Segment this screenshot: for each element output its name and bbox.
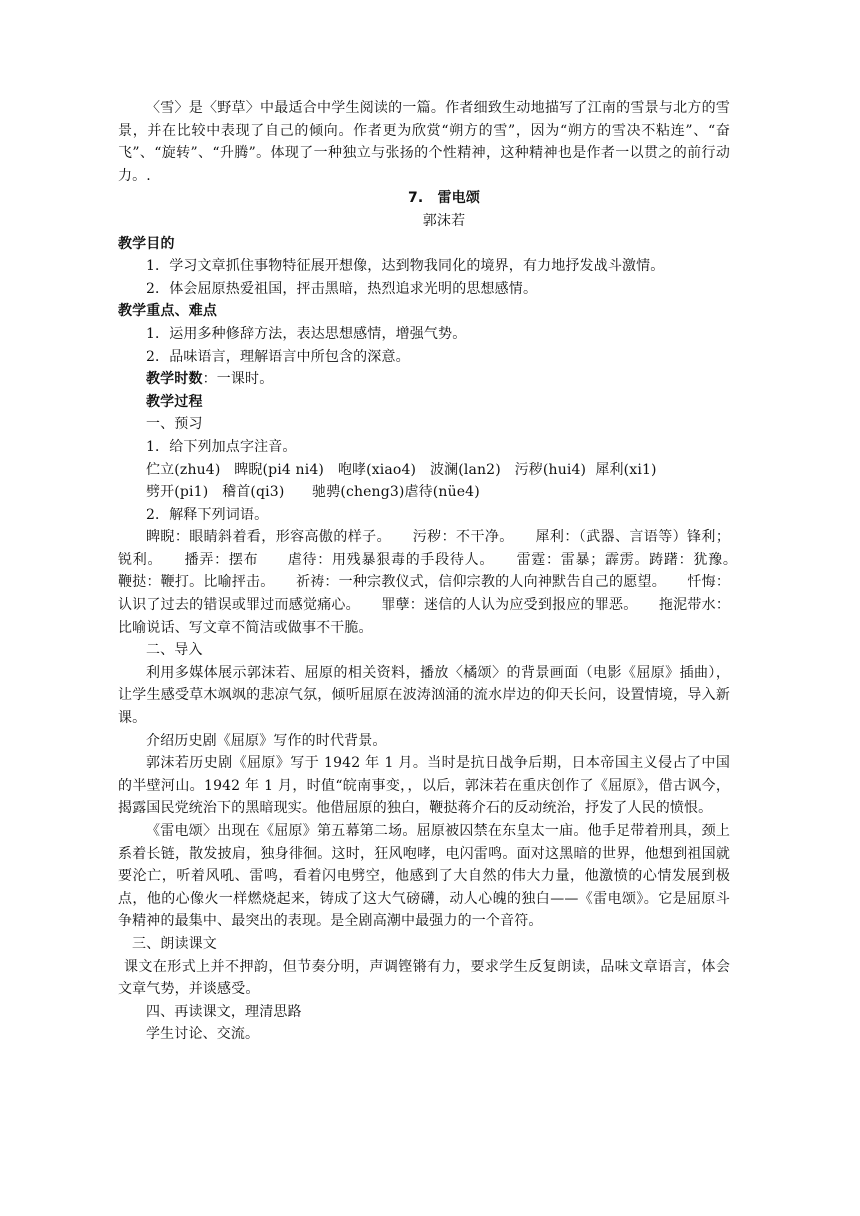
introduction-paragraph: 《雷电颂〉出现在《屈原》第五幕第二场。屈原被囚禁在东皇太一庙。他手足带着刑具，颈上系着长链，散发披肩，独身徘徊。这时，狂风咆哮，电闪雷鸣。面对这黑暗的世界，他想到祖国就要沦亡，听着风吼、雷鸣，看着闪电劈空，他感到了大自然的伟大力量，他激愤的心情发展到极点，他的心像火一样燃烧起来，铸成了这大气磅礴，动人心魄的独白——《雷电颂》。它是屈原斗争精神的最集中、最突出的表现。是全剧高潮中最强力的一个音符。 (118, 823, 730, 930)
document-body (118, 97, 759, 1046)
goal-item: 2．体会屈原热爱祖国，抨击黑暗，热烈追求光明的思想感情。 (146, 280, 538, 297)
reading-heading: 三、朗读课文 (132, 935, 217, 952)
word-definitions: 睥睨：眼睛斜着看，形容高傲的样子。 污秽：不干净。 犀利：（武器、言语等）锋利；锐利。 播弄：摆布 虐待：用残暴狠毒的手段待人。 雷霆：雷暴；霹雳。踌躇：犹豫。 鞭挞：鞭打。比喻抨击。 祈祷：一种宗教仪式，信仰宗教的人向神默告自己的愿望。 忏悔：认识了过去的错误或罪过而感觉痛心。 罪孽：迷信的人认为应受到报应的罪恶。 拖泥带水：比喻说话、写文章不简洁或做事不干脆。 (118, 529, 759, 636)
reread-paragraph: 学生讨论、交流。 (146, 1026, 260, 1043)
class-hours (118, 368, 730, 391)
introduction-paragraph: 郭沫若历史剧《屈原》写于 1942 年 1 月。当时是抗日战争后期，日本帝国主义侵占了中国的半壁河山。1942 年 1 月，时值“皖南事变，，以后，郭沫若在重庆创作了《屈原》，借古讽今，揭露国民党统治下的黑暗现实。他借屈原的独白，鞭挞蒋介石的反动统治，抒发了人民的愤恨。 (118, 755, 730, 817)
introduction-paragraph: 介绍历史剧《屈原》写作的时代背景。 (146, 732, 387, 749)
key-point-item: 2．品味语言，理解语言中所包含的深意。 (146, 348, 410, 365)
preview-heading: 一、预习 (146, 416, 203, 433)
key-point-item: 1．运用多种修辞方法，表达思想感情，增强气势。 (146, 325, 467, 342)
intro-paragraph: 〈雪〉是〈野草〉中最适合中学生阅读的一篇。作者细致生动地描写了江南的雪景与北方的雪景，并在比较中表现了自己的倾向。作者更为欣赏“朔方的雪”，因为“朔方的雪决不粘连”、“奋飞”、“旋转”、“升腾”。体现了一种独立与张扬的个性精神，这种精神也是作者一以贯之的前行动力。. (118, 100, 730, 184)
process-heading: 教学过程 (146, 393, 203, 410)
pinyin-row: 劈开(pi1) 稽首(qi3) 驰骋(cheng3)虐待(nüe4) (146, 484, 480, 501)
class-hours-value: ：一课时。 (202, 371, 274, 388)
introduction-paragraph: 利用多媒体展示郭沫若、屈原的相关资料，播放〈橘颂〉的背景画面（电影《屈原》插曲），让学生感受草木飒飒的悲凉气氛，倾听屈原在波涛汹涌的流水岸边的仰天长问，设置情境，导入新课。 (118, 664, 730, 727)
author-name: 郭沫若 (422, 212, 466, 229)
introduction-heading: 二、导入 (146, 642, 203, 659)
key-points-heading: 教学重点、难点 (118, 303, 218, 320)
reading-paragraph: 课文在形式上并不押韵，但节奏分明，声调铿锵有力，要求学生反复朗读，品味文章语言，体会文章气势，并谈感受。 (118, 958, 730, 998)
goal-item: 1．学习文章抓住事物特征展开想像，达到物我同化的境界，有力地抒发战斗激情。 (146, 258, 665, 275)
pinyin-row: 伫立(zhu4) 睥睨(pi4 ni4) 咆哮(xiao4) 波澜(lan2) 污秽(hui4) 犀利(xi1) (146, 461, 657, 478)
preview-task-1: 1．给下列加点字注音。 (146, 438, 297, 455)
goals-heading: 教学目的 (118, 235, 175, 252)
lesson-title: 7. 雷电颂 (408, 190, 480, 207)
preview-task-2: 2．解释下列词语。 (146, 506, 269, 523)
class-hours-label: 教学时数 (146, 371, 203, 388)
reread-heading: 四、再读课文，理清思路 (146, 1003, 302, 1020)
